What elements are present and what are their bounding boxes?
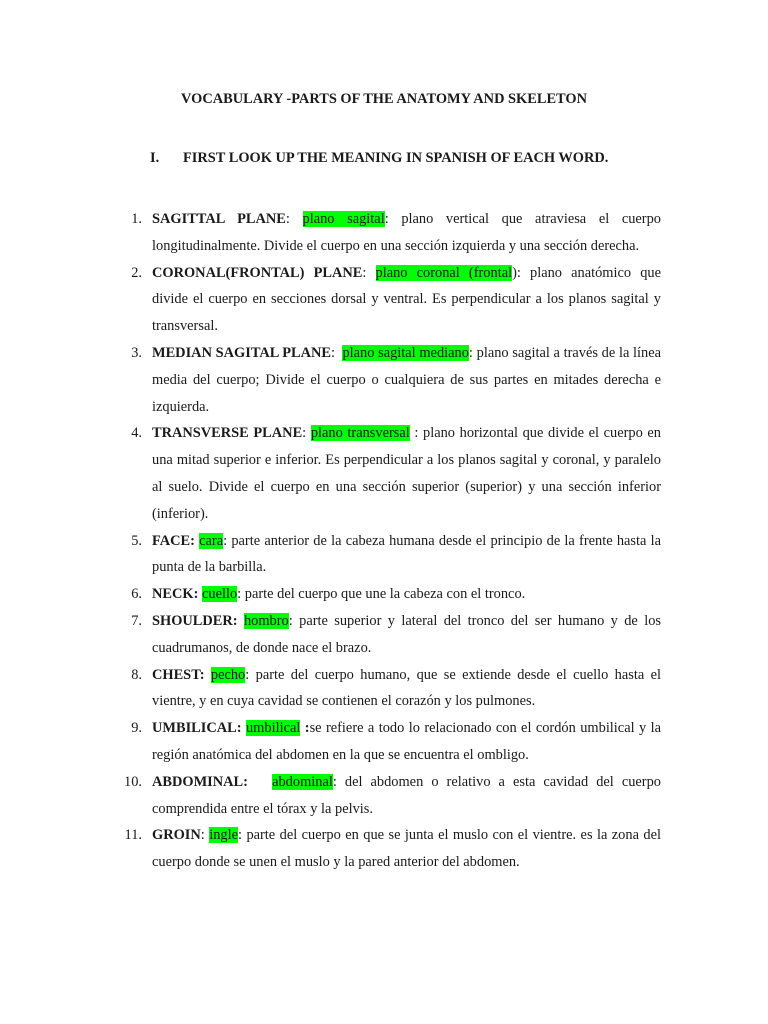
translation-highlight: abdominal xyxy=(272,773,333,790)
translation-highlight: cara xyxy=(199,532,224,549)
separator: : xyxy=(331,344,343,361)
list-item xyxy=(124,822,661,876)
separator: : xyxy=(332,773,345,790)
separator: : xyxy=(362,264,376,281)
term: UMBILICAL: xyxy=(152,720,242,737)
term: MEDIAN SAGITAL PLANE xyxy=(152,344,332,361)
definition: parte del cuerpo en que se junta el muslo con el vientre. es la zona del cuerpo donde se unen el muslo y la pared anterior del abdomen. xyxy=(152,827,661,871)
list-item xyxy=(131,662,661,716)
list-item xyxy=(131,206,661,260)
term: CORONAL(FRONTAL) PLANE xyxy=(152,264,363,281)
item-number: 4. xyxy=(131,425,142,442)
separator: : xyxy=(245,666,256,683)
translation-highlight: pecho xyxy=(210,666,246,683)
list-item xyxy=(131,340,661,420)
vocabulary-list xyxy=(124,206,661,876)
separator: : xyxy=(285,211,303,227)
separator xyxy=(238,613,244,629)
separator: : xyxy=(288,612,300,629)
separator: : xyxy=(409,425,424,442)
definition: se refiere a todo lo relacionado con el cordón umbilical y la región anatómica del abdomen en la que se encuentra el ombligo. xyxy=(152,720,661,763)
translation-highlight: ingle xyxy=(209,827,238,844)
term: NECK: xyxy=(152,586,199,603)
separator: : xyxy=(223,532,232,549)
definition: parte anterior de la cabeza humana desde el principio de la frente hasta la punta de la barbilla. xyxy=(152,532,661,576)
translation-highlight: plano sagital mediano xyxy=(342,344,469,361)
separator: : xyxy=(468,344,477,361)
list-item xyxy=(131,420,661,527)
list-item xyxy=(124,769,661,823)
item-number: 2. xyxy=(131,264,142,281)
definition: parte superior y lateral del tronco del ser humano y de los cuadrumanos, de donde nace el brazo. xyxy=(152,612,661,656)
separator xyxy=(205,667,211,683)
definition: plano anatómico que divide el cuerpo en secciones dorsal y ventral. Es perpendicular a los planos sagital y transversal. xyxy=(152,264,661,335)
definition: plano horizontal que divide el cuerpo en una mitad superior e inferior. Es perpendicular a los planos sagital y coronal, y paralelo al suelo. Divide el cuerpo en una sección superior (superior) y una sección inferior (inferior). xyxy=(152,425,661,522)
item-number: 6. xyxy=(131,586,142,603)
list-item xyxy=(131,528,661,582)
translation-highlight: plano sagital xyxy=(302,211,385,227)
definition: del abdomen o relativo a esta cavidad del cuerpo comprendida entre el tórax y la pelvis. xyxy=(152,773,661,817)
separator: : xyxy=(200,827,210,844)
term: ABDOMINAL: xyxy=(152,773,248,790)
separator xyxy=(248,774,272,790)
list-item xyxy=(131,608,661,662)
separator: : xyxy=(238,827,247,844)
item-number: 9. xyxy=(131,720,142,737)
separator: : xyxy=(302,425,311,442)
separator: : xyxy=(300,720,310,737)
translation-highlight: umbilical xyxy=(245,720,301,737)
term: GROIN xyxy=(152,827,201,844)
translation-highlight: cuello xyxy=(201,586,238,603)
translation-highlight: hombro xyxy=(243,612,289,629)
document-title: VOCABULARY -PARTS OF THE ANATOMY AND SKELETON xyxy=(181,91,587,107)
separator: : xyxy=(384,211,402,227)
translation-highlight: plano coronal (frontal xyxy=(375,264,513,281)
definition: parte del cuerpo que une la cabeza con el tronco. xyxy=(244,586,526,603)
term: SHOULDER: xyxy=(152,612,238,629)
separator: : xyxy=(237,586,245,603)
definition: parte del cuerpo humano, que se extiende desde el cuello hasta el vientre, y en cuya cavidad se contienen el corazón y los pulmones. xyxy=(152,666,661,710)
item-number: 8. xyxy=(131,666,142,683)
term: FACE: xyxy=(152,532,195,549)
item-number: 1. xyxy=(131,211,142,227)
translation-highlight: plano transversal xyxy=(310,425,410,442)
list-item xyxy=(131,581,661,608)
definition: plano vertical que atraviesa el cuerpo longitudinalmente. Divide el cuerpo en una sección izquierda y una sección derecha. xyxy=(152,211,661,254)
list-item xyxy=(131,260,661,340)
section-heading-text: FIRST LOOK UP THE MEANING IN SPANISH OF EACH WORD. xyxy=(183,150,609,166)
section-heading xyxy=(150,150,608,167)
term: TRANSVERSE PLANE xyxy=(152,425,303,442)
separator: ): xyxy=(512,264,531,281)
item-number: 3. xyxy=(131,344,142,361)
item-number: 11. xyxy=(124,827,142,844)
term: SAGITTAL PLANE xyxy=(152,211,286,227)
item-number: 5. xyxy=(131,532,142,549)
term: CHEST: xyxy=(152,666,205,683)
item-number: 10. xyxy=(124,773,142,790)
section-number: I. xyxy=(150,150,160,166)
list-item xyxy=(131,715,661,769)
item-number: 7. xyxy=(131,612,142,629)
definition: plano sagital a través de la línea media del cuerpo; Divide el cuerpo o cualquiera de sus partes en mitades derecha e izquierda. xyxy=(152,344,661,415)
